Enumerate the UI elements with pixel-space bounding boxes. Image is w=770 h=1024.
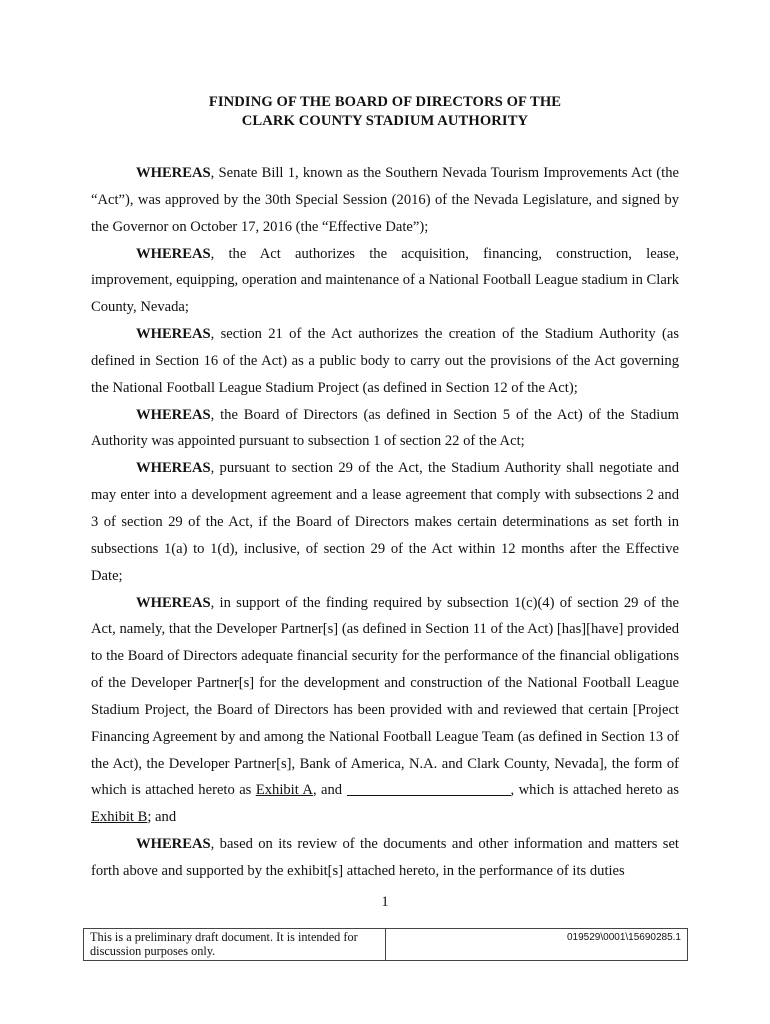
whereas-paragraph-6 xyxy=(91,590,679,832)
draft-disclaimer: This is a preliminary draft document. It is intended for discussion purposes only. xyxy=(84,929,386,960)
whereas-paragraph-4 xyxy=(91,402,679,456)
document-id: 019529\0001\15690285.1 xyxy=(566,932,681,943)
whereas-lead: WHEREAS xyxy=(136,326,211,343)
paragraph-text: , in support of the finding required by subsection 1(c)(4) of section 29 of the Act, namely, that the Developer Partner[s] (as defined in Section 11 of the Act) [has][have] provided to the Board of Directors adequate financial security for the performance of the financial obligations of the Developer Partner[s] for the development and construction of the National Football League Stadium Project, the Board of Directors has been provided with and reviewed that certain [Project Financing Agreement by and among the National Football League Team (as defined in Section 13 of the Act), the Developer Partner[s], Bank of America, N.A. and Clark County, Nevada], the form of which is attached hereto as xyxy=(91,594,679,799)
exhibit-a-reference: Exhibit A xyxy=(255,782,313,799)
whereas-paragraph-5 xyxy=(91,455,679,589)
whereas-lead: WHEREAS xyxy=(136,836,211,853)
paragraph-text: , Senate Bill 1, known as the Southern Nevada Tourism Improvements Act (the “Act”), was approved by the 30th Special Session (2016) of the Nevada Legislature, and signed by the Governor on October 17, 2016 (the “Effective Date”); xyxy=(91,165,679,235)
exhibit-b-reference: Exhibit B xyxy=(91,809,148,826)
whereas-lead: WHEREAS xyxy=(136,594,211,611)
paragraph-text: ; and xyxy=(147,809,177,826)
document-title-line-2: CLARK COUNTY STADIUM AUTHORITY xyxy=(241,113,529,129)
paragraph-text: , based on its review of the documents and other information and matters set forth above and supported by the exhibit[s] attached hereto, in the performance of its duties xyxy=(91,836,679,879)
whereas-lead: WHEREAS xyxy=(136,460,211,477)
page-number: 1 xyxy=(381,894,389,910)
whereas-lead: WHEREAS xyxy=(136,245,211,262)
document-body xyxy=(91,160,679,885)
paragraph-text: , which is attached hereto as xyxy=(510,782,679,799)
paragraph-text: , pursuant to section 29 of the Act, the Stadium Authority shall negotiate and may enter into a development agreement and a lease agreement that comply with subsections 2 and 3 of section 29 of the Act, if the Board of Directors makes certain determinations as set forth in subsections 1(a) to 1(d), inclusive, of section 29 of the Act within 12 months after the Effective Date; xyxy=(91,460,679,584)
paragraph-text: , the Board of Directors (as defined in Section 5 of the Act) of the Stadium Authority was appointed pursuant to subsection 1 of section 22 of the Act; xyxy=(91,406,679,450)
document-title-line-1: FINDING OF THE BOARD OF DIRECTORS OF THE xyxy=(208,94,562,110)
whereas-paragraph-7 xyxy=(91,831,679,885)
footer-box xyxy=(83,928,688,961)
paragraph-text: , the Act authorizes the acquisition, financing, construction, lease, improvement, equipping, operation and maintenance of a National Football League stadium in Clark County, Nevada; xyxy=(91,245,679,316)
whereas-lead: WHEREAS xyxy=(136,165,211,181)
whereas-paragraph-1 xyxy=(91,160,679,241)
whereas-lead: WHEREAS xyxy=(136,406,211,423)
whereas-paragraph-2 xyxy=(91,241,679,322)
paragraph-text: , and xyxy=(312,782,347,799)
paragraph-text: , section 21 of the Act authorizes the creation of the Stadium Authority (as defined in Section 16 of the Act) as a public body to carry out the provisions of the Act governing the National Football League Stadium Project (as defined in Section 12 of the Act); xyxy=(91,326,679,396)
fill-in-blank-line xyxy=(347,780,511,796)
whereas-paragraph-3 xyxy=(91,321,679,402)
